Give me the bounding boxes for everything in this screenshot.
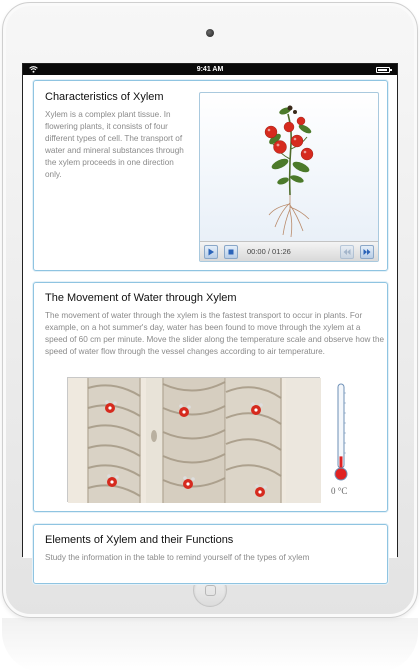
thermometer-bulb	[335, 468, 347, 480]
elements-card	[33, 524, 388, 584]
tomato-plant-image	[245, 99, 335, 239]
characteristics-text: Xylem is a complex plant tissue. In flowering plants, it consists of four different types of cell. The transport of water and mineral substances through the xylem proceeds in one direction only.	[45, 110, 184, 179]
temperature-slider[interactable]	[334, 383, 348, 483]
front-camera	[206, 29, 214, 37]
water-movement-text: The movement of water through the xylem is the fastest transport to occur in plants. For example, on a hot summer's day, water has been found to move through the xylem at a speed of 60 cm per minute. Move the slider along the temperature scale and observe how the speed of water flow through the vessel changes according to air temperature.	[45, 311, 385, 356]
elements-title: Elements of Xylem and their Functions	[45, 534, 234, 546]
video-controls	[200, 241, 378, 261]
xylem-vessel-drawing	[68, 378, 321, 503]
water-movement-title: The Movement of Water through Xylem	[45, 292, 237, 304]
rewind-icon	[343, 248, 351, 256]
play-icon	[207, 248, 215, 256]
stop-icon	[227, 248, 235, 256]
video-player[interactable]	[199, 92, 379, 262]
temperature-fill	[340, 456, 343, 469]
characteristics-card	[33, 80, 388, 271]
fast-forward-icon	[363, 248, 371, 256]
battery-icon	[376, 67, 390, 73]
xylem-vessel-illustration	[67, 377, 320, 502]
fast-forward-button[interactable]	[360, 245, 374, 259]
play-button[interactable]	[204, 245, 218, 259]
status-bar	[23, 64, 397, 75]
video-time-display: 00:00 / 01:26	[247, 247, 291, 256]
screen	[22, 63, 398, 562]
water-movement-card	[33, 282, 388, 512]
temperature-label: 0 °C	[331, 486, 348, 496]
status-time: 9:41 AM	[196, 66, 224, 73]
home-button-square-icon	[205, 585, 216, 596]
stop-button[interactable]	[224, 245, 238, 259]
rewind-button[interactable]	[340, 245, 354, 259]
lesson-content[interactable]	[23, 75, 397, 562]
characteristics-title: Characteristics of Xylem	[45, 91, 164, 103]
device-reflection	[2, 618, 418, 672]
elements-text: Study the information in the table to remind yourself of the types of xylem	[45, 553, 310, 562]
